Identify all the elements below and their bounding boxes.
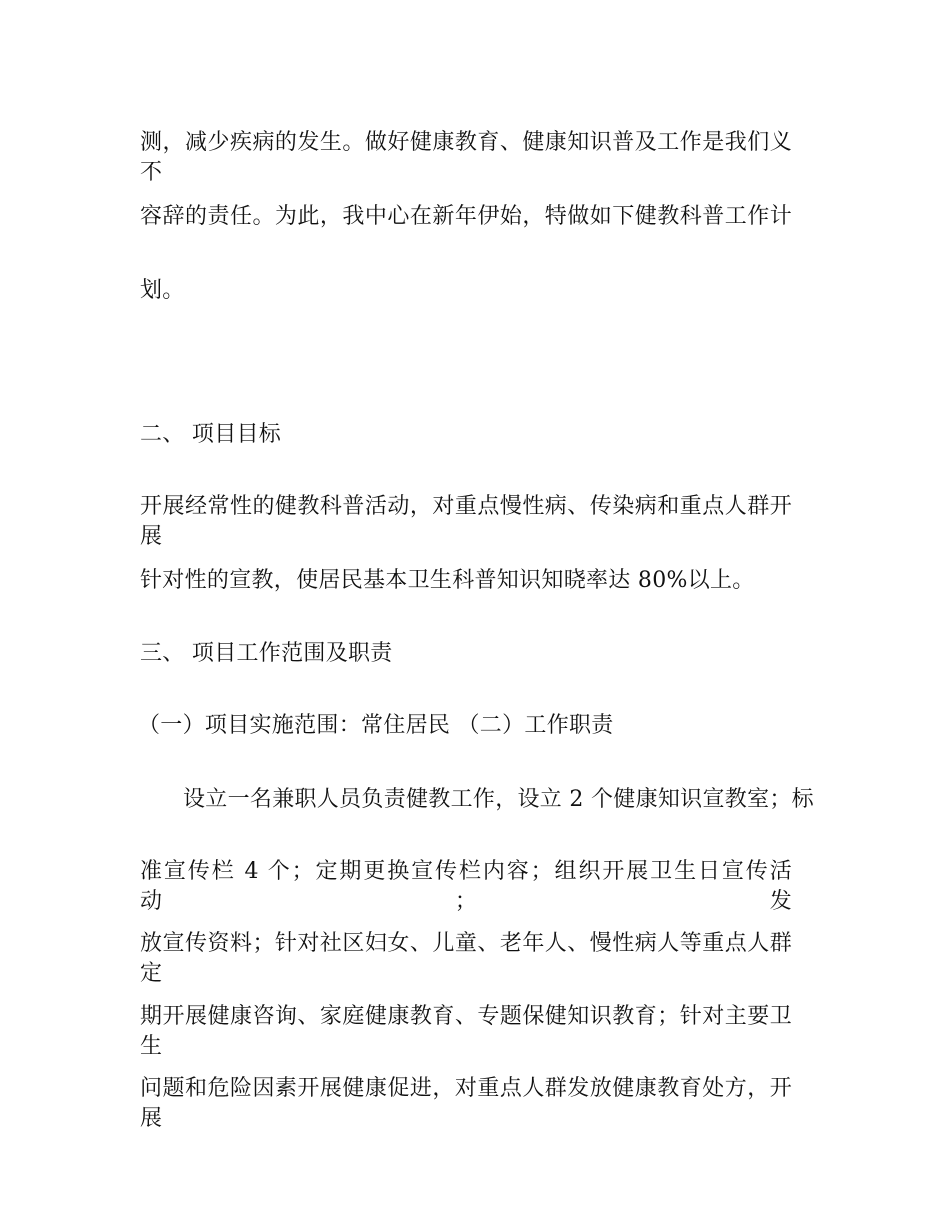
paragraph-first-line: 设立一名兼职人员负责健教工作，设立 2 个健康知识宣教室；标	[183, 787, 814, 812]
text-line: 划。	[140, 278, 185, 303]
section-heading: 二、 项目目标	[140, 422, 282, 447]
section-heading: 三、 项目工作范围及职责	[140, 641, 393, 666]
text-line: 针对性的宣教，使居民基本卫生科普知识知晓率达 80%以上。	[140, 568, 755, 593]
text-line: 放宣传资料；针对社区妇女、儿童、老年人、慢性病人等重点人群定	[140, 931, 792, 986]
text-line: 测，减少疾病的发生。做好健康教育、健康知识普及工作是我们义不	[140, 130, 792, 185]
subsection-heading: （一）项目实施范围：常住居民 （二）工作职责	[138, 713, 614, 738]
text-line: 期开展健康咨询、家庭健康教育、专题保健知识教育；针对主要卫生	[140, 1004, 792, 1059]
text-line: 开展经常性的健教科普活动，对重点慢性病、传染病和重点人群开展	[140, 494, 792, 549]
text-line: 问题和危险因素开展健康促进，对重点人群发放健康教育处方，开展	[140, 1076, 792, 1131]
text-line: 准宣传栏 4 个；定期更换宣传栏内容；组织开展卫生日宣传活动；发	[140, 859, 792, 914]
text-line: 容辞的责任。为此，我中心在新年伊始，特做如下健教科普工作计	[140, 204, 792, 229]
